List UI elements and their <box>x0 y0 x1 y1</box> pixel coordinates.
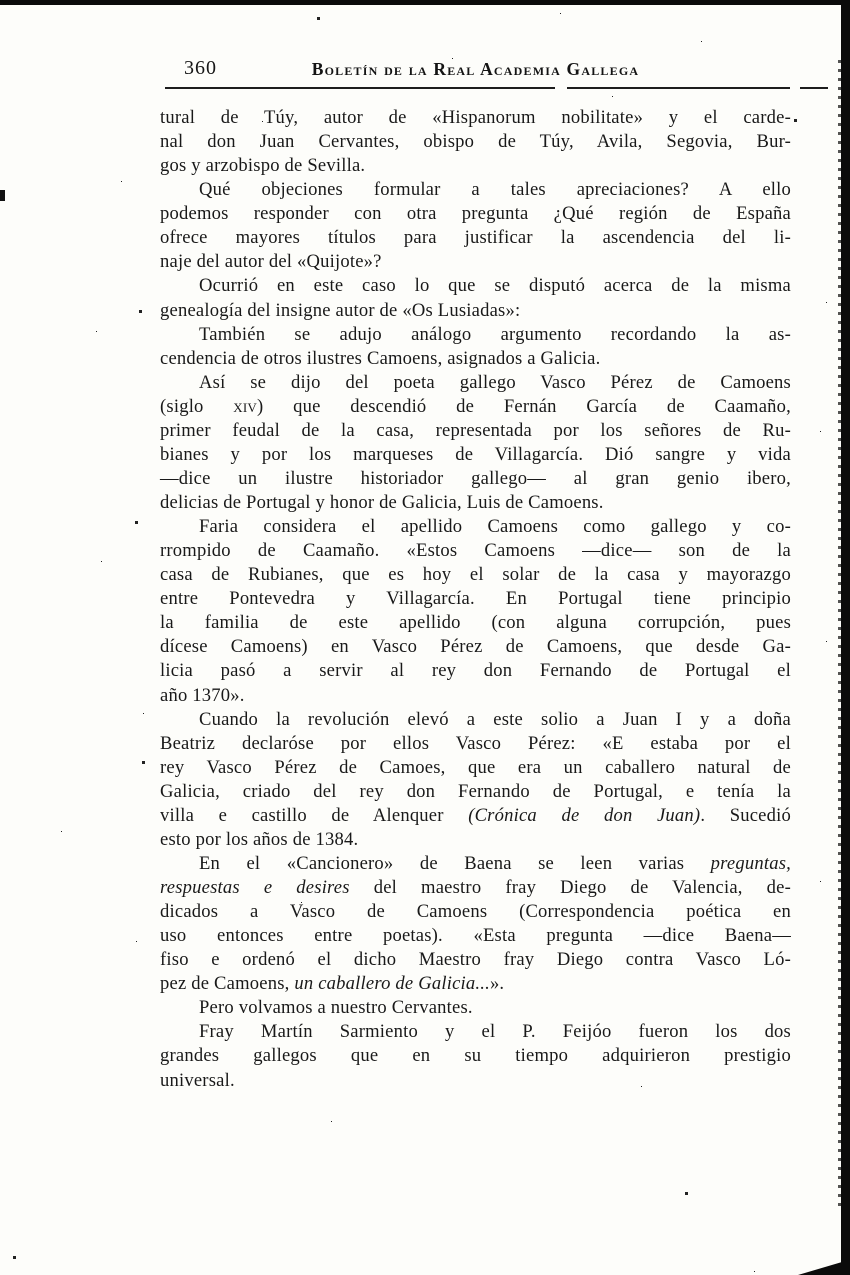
text-run: respuestas e desires <box>160 877 350 898</box>
paragraph <box>160 852 791 996</box>
header-rule <box>165 87 828 89</box>
text-run: (siglo <box>160 395 234 417</box>
text-line <box>160 299 791 323</box>
text-run: preguntas, <box>710 852 791 874</box>
text-run: Ocurrió en este caso lo que se disputó acerca de la misma <box>199 275 791 297</box>
text-run: año 1370». <box>160 684 245 706</box>
paragraph <box>160 371 791 515</box>
text-run: universal. <box>160 1069 235 1091</box>
text-line <box>160 972 791 996</box>
text-line <box>160 756 791 780</box>
text-line <box>160 467 791 491</box>
text-run: grandes gallegos que en su tiempo adquirieron prestigio <box>160 1045 791 1067</box>
text-line <box>160 178 791 202</box>
paragraph <box>160 1020 791 1092</box>
text-run: genealogía del insigne autor de «Os Lusiadas»: <box>160 299 521 321</box>
text-run: tural de Túy, autor de «Hispanorum nobilitate» y el carde- <box>160 107 791 128</box>
text-line <box>160 563 791 587</box>
text-run: licia pasó a servir al rey don Fernando de Portugal el <box>160 660 791 682</box>
text-line <box>160 274 791 298</box>
text-line <box>160 491 791 515</box>
text-run: la familia de este apellido (con alguna corrupción, pues <box>160 612 791 634</box>
text-run: ) que descendió de Fernán García de Caamaño, <box>257 395 791 417</box>
text-run: dicados a Vasco de Camoens (Correspondencia poética en <box>160 901 791 923</box>
text-run: esto por los años de 1384. <box>160 828 359 850</box>
text-line <box>160 611 791 635</box>
text-run: cendencia de otros ilustres Camoens, asignados a Galicia. <box>160 347 601 369</box>
running-header <box>160 57 791 83</box>
text-line <box>160 1044 791 1068</box>
text-line <box>160 226 791 250</box>
text-line <box>160 635 791 659</box>
text-line <box>160 154 791 178</box>
text-line <box>160 852 791 876</box>
paragraph <box>160 106 791 178</box>
text-run: uso entonces entre poetas). «Esta pregunta —dice Baena— <box>160 925 791 947</box>
text-line <box>160 130 791 154</box>
scan-corner-shadow <box>798 1262 842 1275</box>
text-line <box>160 323 791 347</box>
header-rule-segment <box>165 87 555 89</box>
text-line <box>160 780 791 804</box>
journal-header-title: Boletín de la Real Academia Gallega <box>311 59 640 79</box>
text-run: primer feudal de la casa, representada por los señores de Ru- <box>160 419 791 441</box>
text-run: —dice un ilustre historiador gallego— al gran genio ibero, <box>160 467 791 489</box>
text-line <box>160 443 791 467</box>
text-run: rrompido de Caamaño. «Estos Camoens —dice— son de la <box>160 540 791 562</box>
text-run: delicias de Portugal y honor de Galicia, Luis de Camoens. <box>160 492 604 513</box>
text-run: ». <box>489 973 505 995</box>
text-run: del maestro fray Diego de Valencia, de- <box>349 877 791 898</box>
header-rule-segment <box>800 87 828 89</box>
text-run: Qué objeciones formular a tales apreciaciones? A ello <box>199 179 791 201</box>
text-run: naje del autor del «Quijote»? <box>160 251 382 273</box>
scan-edge-mark <box>0 190 5 201</box>
text-run: . Sucedió <box>700 804 791 826</box>
text-run: casa de Rubianes, que es hoy el solar de la casa y mayorazgo <box>160 564 791 586</box>
text-run: Fray Martín Sarmiento y el P. Feijóo fueron los dos <box>199 1021 791 1043</box>
paragraph <box>160 274 791 322</box>
page-number: 360 <box>184 57 217 79</box>
text-run: Galicia, criado del rey don Fernando de Portugal, e tenía la <box>160 780 791 802</box>
text-line <box>160 202 791 226</box>
text-line <box>160 900 791 924</box>
scan-border-top <box>0 0 850 5</box>
text-line <box>160 804 791 828</box>
text-run: ofrece mayores títulos para justificar la ascendencia del li- <box>160 227 791 249</box>
text-line <box>160 106 791 130</box>
text-line <box>160 419 791 443</box>
scan-noise-speckles <box>0 0 1 1</box>
text-run: un caballero de Galicia... <box>294 973 490 995</box>
text-run: dícese Camoens) en Vasco Pérez de Camoens, que desde Ga- <box>160 636 791 658</box>
text-line <box>160 539 791 563</box>
text-run: podemos responder con otra pregunta ¿Qué región de España <box>160 203 791 225</box>
text-line <box>160 587 791 611</box>
text-line <box>160 996 791 1020</box>
text-run: villa e castillo de Alenquer <box>160 804 469 826</box>
text-line <box>160 659 791 683</box>
text-line <box>160 371 791 395</box>
text-run: xiv <box>233 395 257 417</box>
text-line <box>160 948 791 972</box>
text-run: entre Pontevedra y Villagarcía. En Portugal tiene principio <box>160 588 791 610</box>
text-run: (Crónica de don Juan) <box>468 804 701 826</box>
text-run: nal don Juan Cervantes, obispo de Túy, Avila, Segovia, Bur- <box>160 131 791 153</box>
text-run: Faria considera el apellido Camoens como gallego y co- <box>199 516 791 538</box>
text-line <box>160 250 791 274</box>
text-run: Cuando la revolución elevó a este solio a Juan I y a doña <box>199 708 791 730</box>
text-line <box>160 732 791 756</box>
text-run: pez de Camoens, <box>160 973 295 995</box>
text-run: También se adujo análogo argumento recordando la as- <box>199 323 791 345</box>
text-line <box>160 347 791 371</box>
text-run: fiso e ordenó el dicho Maestro fray Diego contra Vasco Ló- <box>160 949 791 971</box>
paragraph <box>160 323 791 371</box>
text-line <box>160 1020 791 1044</box>
text-line <box>160 395 791 419</box>
text-run: gos y arzobispo de Sevilla. <box>160 155 366 177</box>
text-line <box>160 828 791 852</box>
text-line <box>160 1069 791 1093</box>
paragraph <box>160 708 791 852</box>
text-line <box>160 876 791 900</box>
text-run: Así se dijo del poeta gallego Vasco Pérez de Camoens <box>199 371 791 393</box>
text-line <box>160 708 791 732</box>
scan-border-right <box>841 0 850 1275</box>
paragraph <box>160 178 791 274</box>
text-run: Beatriz declaróse por ellos Vasco Pérez: «E estaba por el <box>160 732 791 754</box>
text-run: Pero volvamos a nuestro Cervantes. <box>199 997 473 1019</box>
text-line <box>160 515 791 539</box>
text-line <box>160 684 791 708</box>
header-rule-segment <box>567 87 790 89</box>
text-run: rey Vasco Pérez de Camoes, que era un caballero natural de <box>160 756 791 778</box>
paragraph <box>160 515 791 708</box>
page-text <box>160 106 791 1093</box>
text-line <box>160 924 791 948</box>
paragraph <box>160 996 791 1020</box>
text-run: bianes y por los marqueses de Villagarcía. Dió sangre y vida <box>160 443 791 465</box>
text-run: En el «Cancionero» de Baena se leen varias <box>199 852 711 874</box>
